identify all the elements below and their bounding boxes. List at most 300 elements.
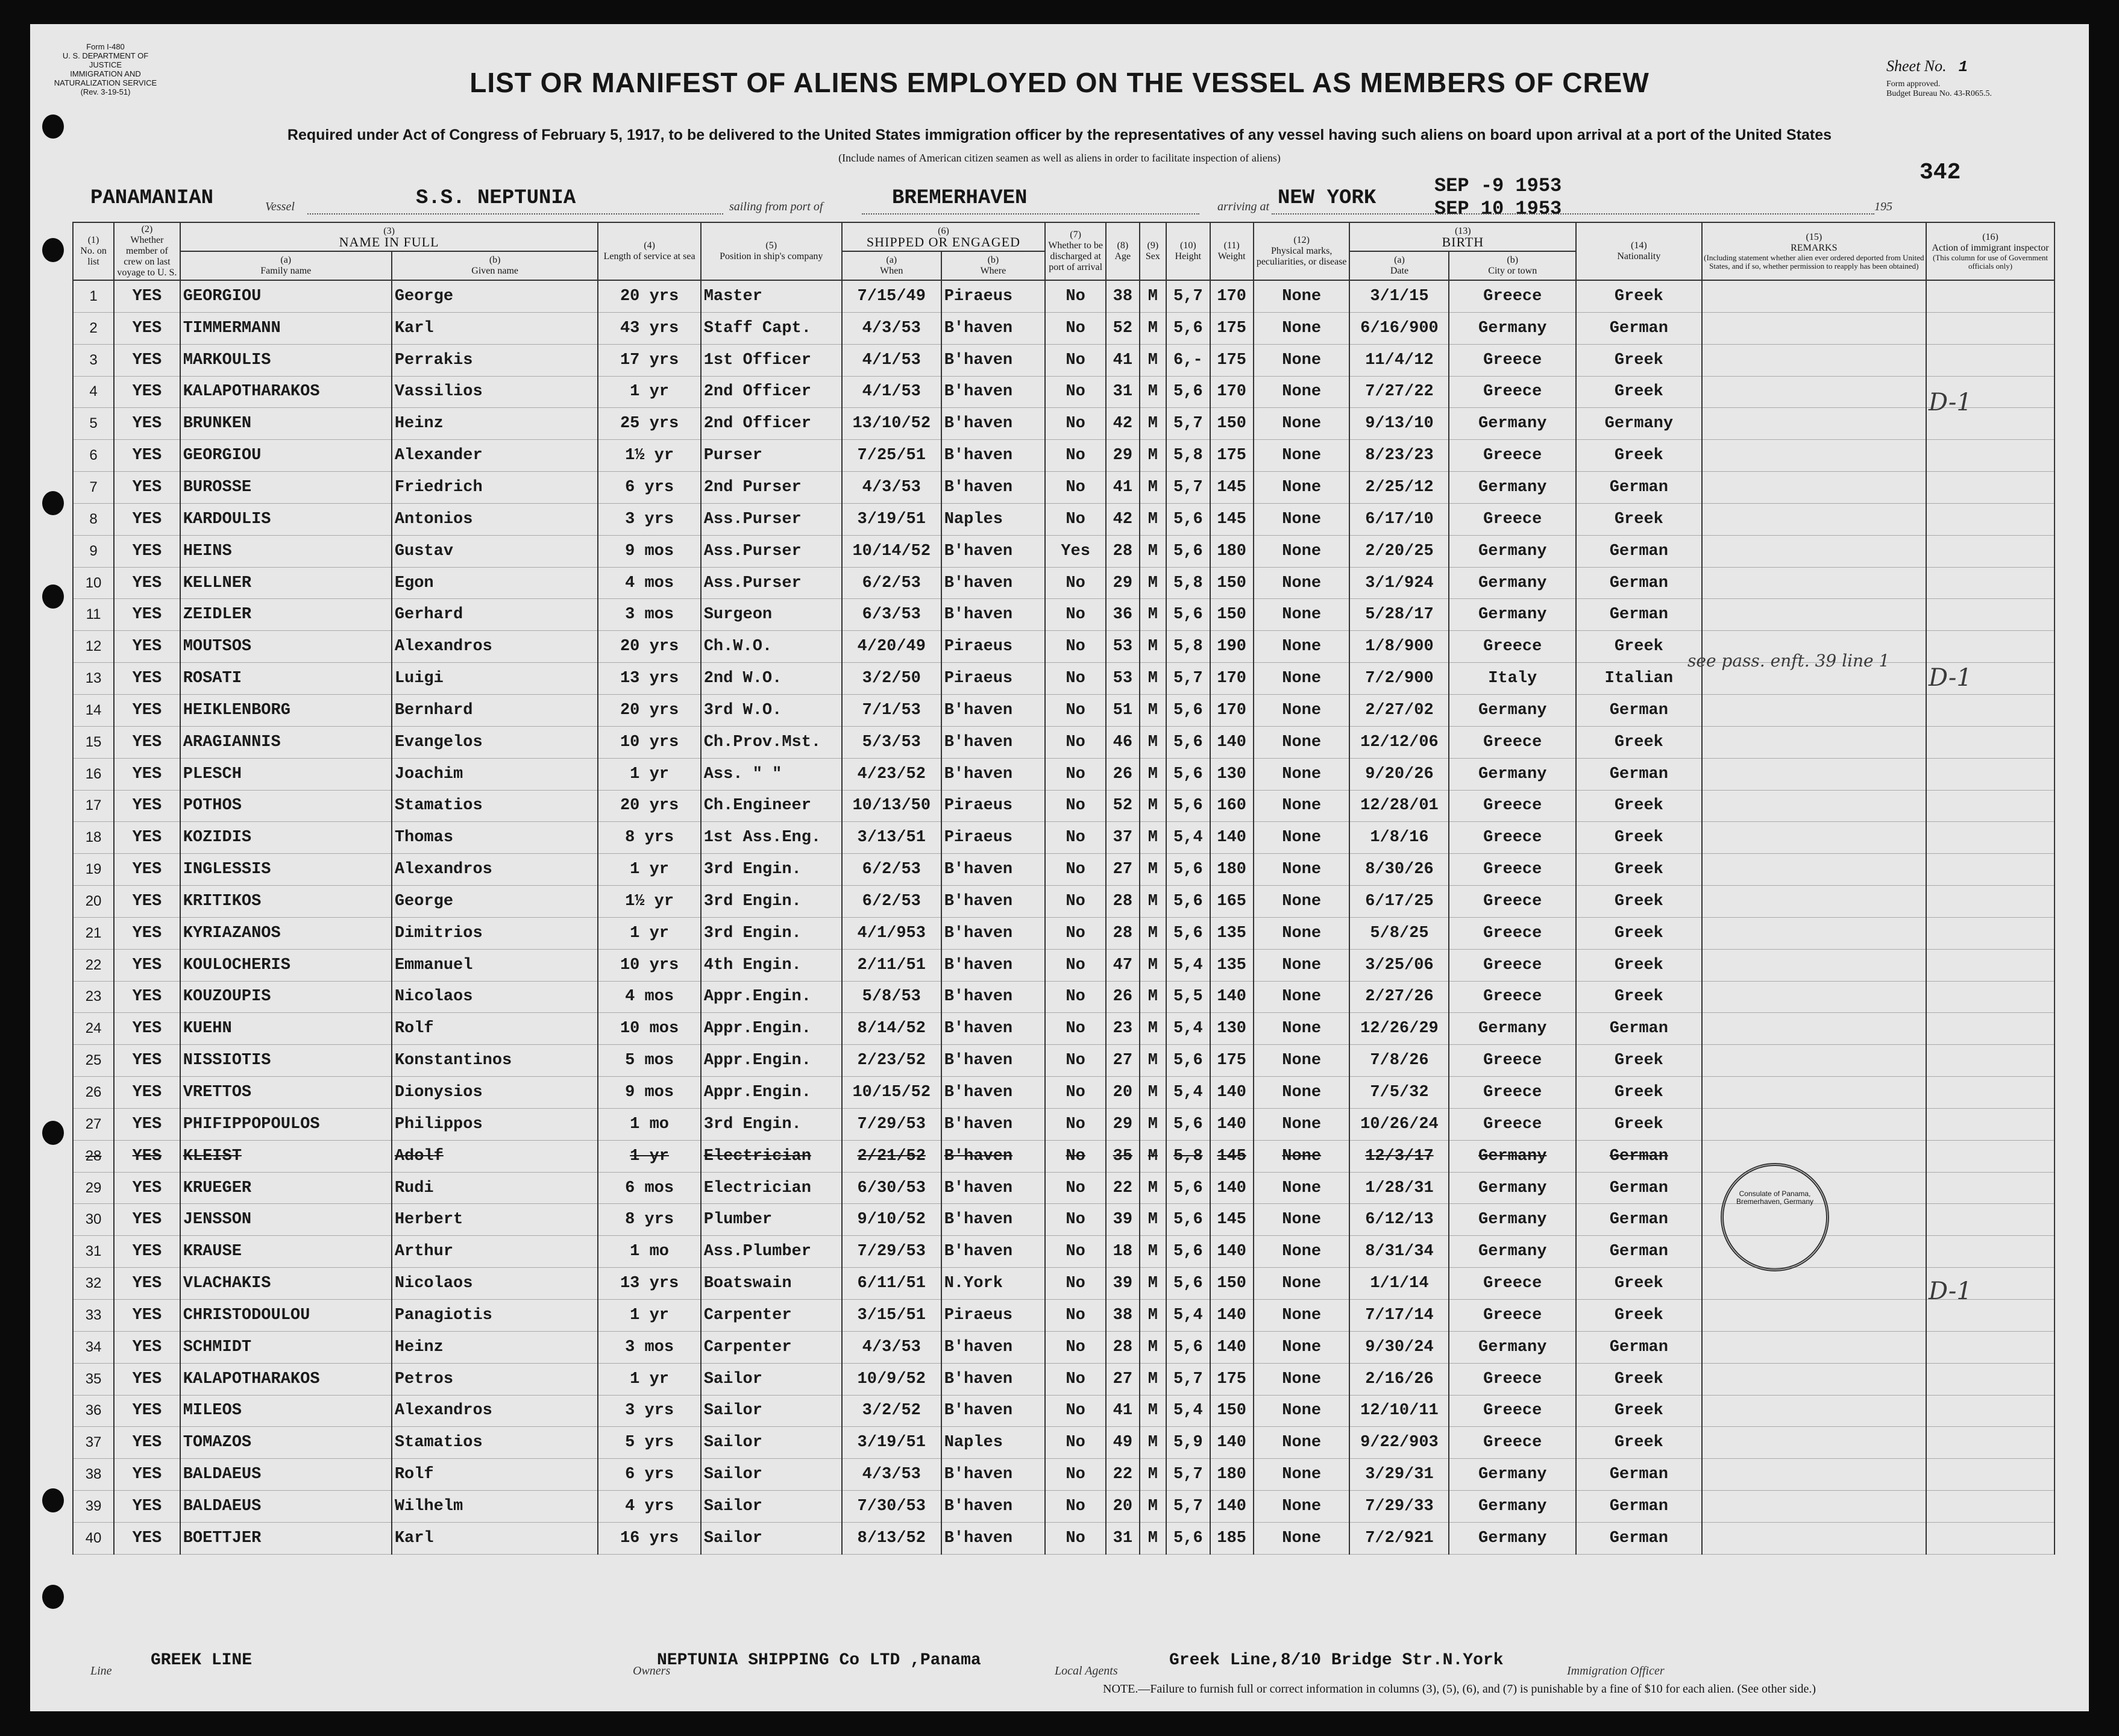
cell-birth-date: 2/16/26 <box>1349 1363 1449 1395</box>
cell-nationality: Greek <box>1576 886 1702 918</box>
cell-no: 37 <box>73 1427 114 1459</box>
cell-height: 5,7 <box>1166 280 1210 312</box>
cell-nationality: German <box>1576 1140 1702 1172</box>
cell-prev: YES <box>114 280 180 312</box>
cell-age: 38 <box>1106 1300 1139 1332</box>
cell-given: Heinz <box>392 408 598 440</box>
cell-given: Antonios <box>392 503 598 535</box>
cell-when: 5/3/53 <box>842 726 941 758</box>
crew-table <box>72 222 2055 1555</box>
cell-age: 29 <box>1106 440 1139 472</box>
cell-prev: YES <box>114 1395 180 1427</box>
cell-discharged: No <box>1045 631 1106 663</box>
cell-action <box>1926 440 2055 472</box>
cell-birth-date: 12/12/06 <box>1349 726 1449 758</box>
cell-age: 47 <box>1106 949 1139 981</box>
crew-row <box>73 1268 2055 1300</box>
col8-header: (8) Age <box>1106 222 1139 280</box>
cell-prev: YES <box>114 376 180 408</box>
cell-birth-city: Germany <box>1449 408 1576 440</box>
cell-nationality: German <box>1576 567 1702 599</box>
cell-no: 11 <box>73 599 114 631</box>
cell-weight: 170 <box>1210 663 1254 695</box>
crew-row <box>73 376 2055 408</box>
cell-position: 3rd Engin. <box>701 1108 842 1140</box>
department: U. S. DEPARTMENT OF JUSTICE <box>62 51 149 69</box>
cell-no: 34 <box>73 1331 114 1363</box>
cell-weight: 185 <box>1210 1522 1254 1554</box>
cell-weight: 140 <box>1210 1077 1254 1109</box>
col5-header: (5) Position in ship's company <box>701 222 842 280</box>
cell-where: B'haven <box>941 1045 1045 1077</box>
cell-nationality: German <box>1576 758 1702 790</box>
cell-no: 7 <box>73 472 114 504</box>
cell-sex: M <box>1140 1204 1167 1236</box>
cell-action <box>1926 1395 2055 1427</box>
cell-when: 7/25/51 <box>842 440 941 472</box>
cell-given: Heinz <box>392 1331 598 1363</box>
officer-label: Immigration Officer <box>1567 1664 1665 1678</box>
page-title: LIST OR MANIFEST OF ALIENS EMPLOYED ON THE VESSEL AS MEMBERS OF CREW <box>469 67 1650 98</box>
cell-no: 9 <box>73 535 114 567</box>
cell-given: Wilhelm <box>392 1491 598 1523</box>
crew-row <box>73 1077 2055 1109</box>
cell-sex: M <box>1140 1172 1167 1204</box>
cell-given: Rudi <box>392 1172 598 1204</box>
cell-when: 3/2/50 <box>842 663 941 695</box>
vessel-name: S.S. NEPTUNIA <box>416 187 576 210</box>
cell-birth-date: 9/13/10 <box>1349 408 1449 440</box>
cell-weight: 175 <box>1210 440 1254 472</box>
cell-service: 1 yr <box>598 1300 700 1332</box>
cell-height: 5,4 <box>1166 1395 1210 1427</box>
crew-row <box>73 981 2055 1013</box>
cell-given: Vassilios <box>392 376 598 408</box>
cell-age: 28 <box>1106 1331 1139 1363</box>
cell-birth-city: Greece <box>1449 1427 1576 1459</box>
cell-marks: None <box>1254 376 1350 408</box>
cell-service: 3 yrs <box>598 503 700 535</box>
cell-marks: None <box>1254 1363 1350 1395</box>
crew-row <box>73 1522 2055 1554</box>
cell-height: 5,6 <box>1166 1236 1210 1268</box>
cell-no: 33 <box>73 1300 114 1332</box>
cell-sex: M <box>1140 1108 1167 1140</box>
cell-discharged: No <box>1045 917 1106 949</box>
cell-given: Joachim <box>392 758 598 790</box>
crew-row <box>73 917 2055 949</box>
cell-when: 5/8/53 <box>842 981 941 1013</box>
col13a-header: (a) Date <box>1349 251 1449 280</box>
cell-birth-city: Germany <box>1449 1236 1576 1268</box>
cell-height: 5,6 <box>1166 1108 1210 1140</box>
cell-sex: M <box>1140 726 1167 758</box>
cell-birth-city: Greece <box>1449 1300 1576 1332</box>
cell-age: 26 <box>1106 758 1139 790</box>
cell-no: 3 <box>73 344 114 376</box>
cell-where: B'haven <box>941 535 1045 567</box>
cell-height: 5,6 <box>1166 535 1210 567</box>
cell-family: KALAPOTHARAKOS <box>180 376 392 408</box>
cell-sex: M <box>1140 408 1167 440</box>
cell-discharged: Yes <box>1045 535 1106 567</box>
cell-birth-city: Greece <box>1449 344 1576 376</box>
crew-row <box>73 503 2055 535</box>
cell-sex: M <box>1140 917 1167 949</box>
cell-remarks <box>1702 376 1926 408</box>
inspector-note-10: D-1 <box>1929 664 1972 692</box>
cell-nationality: Greek <box>1576 503 1702 535</box>
cell-weight: 175 <box>1210 344 1254 376</box>
cell-family: VRETTOS <box>180 1077 392 1109</box>
cell-when: 4/3/53 <box>842 472 941 504</box>
cell-action <box>1926 1108 2055 1140</box>
cell-remarks <box>1702 1363 1926 1395</box>
cell-height: 5,6 <box>1166 694 1210 726</box>
cell-prev: YES <box>114 1172 180 1204</box>
cell-weight: 140 <box>1210 1236 1254 1268</box>
cell-weight: 160 <box>1210 790 1254 822</box>
cell-birth-date: 1/28/31 <box>1349 1172 1449 1204</box>
cell-prev: YES <box>114 1045 180 1077</box>
cell-family: KRITIKOS <box>180 886 392 918</box>
cell-height: 5,8 <box>1166 440 1210 472</box>
cell-nationality: Italian <box>1576 663 1702 695</box>
cell-prev: YES <box>114 535 180 567</box>
cell-marks: None <box>1254 1236 1350 1268</box>
cell-where: B'haven <box>941 694 1045 726</box>
col4-header: (4) Length of service at sea <box>598 222 700 280</box>
cell-given: Karl <box>392 312 598 344</box>
cell-marks: None <box>1254 1140 1350 1172</box>
crew-row <box>73 694 2055 726</box>
cell-birth-city: Greece <box>1449 1268 1576 1300</box>
col3a-header: (a) Family name <box>180 251 392 280</box>
cell-service: 1 yr <box>598 1140 700 1172</box>
cell-height: 5,5 <box>1166 981 1210 1013</box>
cell-position: Appr.Engin. <box>701 1013 842 1045</box>
cell-discharged: No <box>1045 854 1106 886</box>
owners-label: Owners <box>633 1664 671 1678</box>
cell-sex: M <box>1140 503 1167 535</box>
cell-birth-date: 7/27/22 <box>1349 376 1449 408</box>
cell-height: 5,6 <box>1166 376 1210 408</box>
cell-age: 22 <box>1106 1459 1139 1491</box>
cell-nationality: Greek <box>1576 1395 1702 1427</box>
cell-nationality: Greek <box>1576 854 1702 886</box>
cell-birth-date: 8/31/34 <box>1349 1236 1449 1268</box>
cell-given: Dimitrios <box>392 917 598 949</box>
cell-nationality: German <box>1576 535 1702 567</box>
cell-action <box>1926 822 2055 854</box>
cell-marks: None <box>1254 631 1350 663</box>
cell-birth-city: Greece <box>1449 949 1576 981</box>
cell-birth-city: Germany <box>1449 1172 1576 1204</box>
cell-given: Alexandros <box>392 854 598 886</box>
cell-family: POTHOS <box>180 790 392 822</box>
vessel-flag: PANAMANIAN <box>90 187 214 210</box>
cell-action <box>1926 949 2055 981</box>
cell-nationality: Greek <box>1576 949 1702 981</box>
cell-age: 42 <box>1106 408 1139 440</box>
cell-marks: None <box>1254 344 1350 376</box>
consulate-seal <box>1721 1163 1829 1271</box>
cell-marks: None <box>1254 663 1350 695</box>
cell-service: 25 yrs <box>598 408 700 440</box>
cell-remarks <box>1702 408 1926 440</box>
cell-weight: 130 <box>1210 758 1254 790</box>
sailing-label: sailing from port of <box>729 200 823 213</box>
cell-where: B'haven <box>941 1395 1045 1427</box>
cell-remarks <box>1702 1300 1926 1332</box>
cell-action <box>1926 1331 2055 1363</box>
col6a-header: (a) When <box>842 251 941 280</box>
cell-nationality: Greek <box>1576 631 1702 663</box>
cell-nationality: German <box>1576 599 1702 631</box>
cell-no: 1 <box>73 280 114 312</box>
cell-age: 41 <box>1106 472 1139 504</box>
cell-given: Perrakis <box>392 344 598 376</box>
crew-row <box>73 1300 2055 1332</box>
cell-discharged: No <box>1045 1459 1106 1491</box>
cell-nationality: Greek <box>1576 1427 1702 1459</box>
cell-family: BALDAEUS <box>180 1491 392 1523</box>
cell-birth-city: Greece <box>1449 726 1576 758</box>
cell-given: George <box>392 280 598 312</box>
cell-weight: 150 <box>1210 567 1254 599</box>
cell-discharged: No <box>1045 1491 1106 1523</box>
cell-birth-city: Germany <box>1449 312 1576 344</box>
cell-weight: 175 <box>1210 1045 1254 1077</box>
cell-discharged: No <box>1045 472 1106 504</box>
cell-service: 1 yr <box>598 1363 700 1395</box>
cell-age: 46 <box>1106 726 1139 758</box>
cell-birth-city: Greece <box>1449 917 1576 949</box>
cell-given: Karl <box>392 1522 598 1554</box>
crew-row <box>73 726 2055 758</box>
cell-birth-city: Germany <box>1449 535 1576 567</box>
crew-row <box>73 1459 2055 1491</box>
cell-no: 16 <box>73 758 114 790</box>
cell-service: 20 yrs <box>598 790 700 822</box>
cell-position: 3rd Engin. <box>701 917 842 949</box>
cell-marks: None <box>1254 694 1350 726</box>
cell-weight: 150 <box>1210 408 1254 440</box>
cell-birth-city: Greece <box>1449 1108 1576 1140</box>
cell-marks: None <box>1254 758 1350 790</box>
cell-given: Thomas <box>392 822 598 854</box>
cell-birth-city: Germany <box>1449 567 1576 599</box>
cell-discharged: No <box>1045 440 1106 472</box>
cell-position: Ass. " " <box>701 758 842 790</box>
cell-family: MILEOS <box>180 1395 392 1427</box>
cell-where: Piraeus <box>941 280 1045 312</box>
cell-service: 1 yr <box>598 854 700 886</box>
cell-position: 3rd W.O. <box>701 694 842 726</box>
cell-birth-city: Greece <box>1449 280 1576 312</box>
cell-when: 3/19/51 <box>842 1427 941 1459</box>
date-stamp-1: SEP -9 1953 <box>1434 175 1562 197</box>
cell-service: 1 mo <box>598 1236 700 1268</box>
crew-row <box>73 822 2055 854</box>
cell-no: 2 <box>73 312 114 344</box>
cell-nationality: German <box>1576 472 1702 504</box>
cell-service: 6 yrs <box>598 1459 700 1491</box>
cell-given: Stamatios <box>392 1427 598 1459</box>
cell-weight: 140 <box>1210 1331 1254 1363</box>
cell-where: B'haven <box>941 854 1045 886</box>
cell-position: Ass.Purser <box>701 503 842 535</box>
cell-given: Stamatios <box>392 790 598 822</box>
cell-action <box>1926 1236 2055 1268</box>
cell-birth-date: 6/16/900 <box>1349 312 1449 344</box>
cell-when: 8/13/52 <box>842 1522 941 1554</box>
cell-where: Naples <box>941 1427 1045 1459</box>
cell-discharged: No <box>1045 503 1106 535</box>
cell-action <box>1926 726 2055 758</box>
cell-age: 18 <box>1106 1236 1139 1268</box>
cell-birth-city: Italy <box>1449 663 1576 695</box>
cell-action <box>1926 312 2055 344</box>
cell-where: B'haven <box>941 472 1045 504</box>
cell-prev: YES <box>114 1077 180 1109</box>
cell-where: B'haven <box>941 1363 1045 1395</box>
cell-birth-date: 9/30/24 <box>1349 1331 1449 1363</box>
cell-marks: None <box>1254 949 1350 981</box>
cell-marks: None <box>1254 1459 1350 1491</box>
cell-action <box>1926 694 2055 726</box>
cell-where: B'haven <box>941 567 1045 599</box>
cell-service: 3 mos <box>598 599 700 631</box>
cell-sex: M <box>1140 535 1167 567</box>
cell-weight: 170 <box>1210 280 1254 312</box>
cell-family: MARKOULIS <box>180 344 392 376</box>
cell-service: 10 mos <box>598 1013 700 1045</box>
cell-when: 7/30/53 <box>842 1491 941 1523</box>
cell-birth-city: Germany <box>1449 758 1576 790</box>
cell-when: 10/14/52 <box>842 535 941 567</box>
cell-family: VLACHAKIS <box>180 1268 392 1300</box>
cell-position: Ass.Plumber <box>701 1236 842 1268</box>
cell-remarks <box>1702 280 1926 312</box>
cell-prev: YES <box>114 694 180 726</box>
cell-no: 13 <box>73 663 114 695</box>
cell-marks: None <box>1254 503 1350 535</box>
col16-header: (16) Action of immigrant inspector (This column for use of Government officials only) <box>1926 222 2055 280</box>
cell-family: BUROSSE <box>180 472 392 504</box>
cell-given: Adolf <box>392 1140 598 1172</box>
cell-age: 51 <box>1106 694 1139 726</box>
cell-service: 9 mos <box>598 1077 700 1109</box>
cell-action <box>1926 1427 2055 1459</box>
cell-height: 5,8 <box>1166 1140 1210 1172</box>
cell-action <box>1926 472 2055 504</box>
cell-sex: M <box>1140 1363 1167 1395</box>
cell-no: 35 <box>73 1363 114 1395</box>
cell-age: 27 <box>1106 1363 1139 1395</box>
cell-height: 5,7 <box>1166 472 1210 504</box>
cell-weight: 175 <box>1210 1363 1254 1395</box>
vessel-label: Vessel <box>265 200 295 213</box>
cell-marks: None <box>1254 726 1350 758</box>
cell-birth-date: 3/1/924 <box>1349 567 1449 599</box>
cell-action <box>1926 1045 2055 1077</box>
cell-age: 38 <box>1106 280 1139 312</box>
cell-given: Philippos <box>392 1108 598 1140</box>
cell-service: 4 yrs <box>598 1491 700 1523</box>
cell-discharged: No <box>1045 822 1106 854</box>
cell-weight: 145 <box>1210 1140 1254 1172</box>
crew-row <box>73 535 2055 567</box>
crew-row <box>73 1013 2055 1045</box>
cell-no: 17 <box>73 790 114 822</box>
cell-remarks <box>1702 599 1926 631</box>
cell-remarks <box>1702 503 1926 535</box>
col12-header: (12) Physical marks, peculiarities, or disease <box>1254 222 1350 280</box>
cell-marks: None <box>1254 1300 1350 1332</box>
cell-remarks <box>1702 567 1926 599</box>
cell-nationality: Greek <box>1576 344 1702 376</box>
cell-birth-date: 10/26/24 <box>1349 1108 1449 1140</box>
cell-service: 4 mos <box>598 567 700 599</box>
cell-remarks <box>1702 1331 1926 1363</box>
cell-service: 13 yrs <box>598 1268 700 1300</box>
cell-service: 20 yrs <box>598 280 700 312</box>
cell-position: Sailor <box>701 1363 842 1395</box>
cell-where: B'haven <box>941 1108 1045 1140</box>
cell-age: 22 <box>1106 1172 1139 1204</box>
cell-sex: M <box>1140 1013 1167 1045</box>
cell-birth-city: Greece <box>1449 376 1576 408</box>
cell-where: B'haven <box>941 408 1045 440</box>
cell-weight: 170 <box>1210 376 1254 408</box>
cell-height: 5,6 <box>1166 1268 1210 1300</box>
cell-remarks <box>1702 917 1926 949</box>
cell-nationality: Greek <box>1576 917 1702 949</box>
cell-nationality: Greek <box>1576 1268 1702 1300</box>
line-label: Line <box>90 1664 112 1678</box>
cell-nationality: Greek <box>1576 280 1702 312</box>
cell-height: 5,9 <box>1166 1427 1210 1459</box>
cell-family: ZEIDLER <box>180 599 392 631</box>
cell-birth-city: Greece <box>1449 1363 1576 1395</box>
cell-prev: YES <box>114 1300 180 1332</box>
cell-service: 43 yrs <box>598 312 700 344</box>
cell-sex: M <box>1140 758 1167 790</box>
cell-age: 27 <box>1106 1045 1139 1077</box>
cell-marks: None <box>1254 1331 1350 1363</box>
cell-family: KARDOULIS <box>180 503 392 535</box>
cell-given: Alexandros <box>392 1395 598 1427</box>
cell-where: Piraeus <box>941 663 1045 695</box>
cell-where: B'haven <box>941 917 1045 949</box>
cell-sex: M <box>1140 663 1167 695</box>
cell-given: Herbert <box>392 1204 598 1236</box>
cell-given: George <box>392 886 598 918</box>
cell-marks: None <box>1254 790 1350 822</box>
cell-birth-date: 2/20/25 <box>1349 535 1449 567</box>
cell-family: CHRISTODOULOU <box>180 1300 392 1332</box>
cell-service: 3 yrs <box>598 1395 700 1427</box>
cell-no: 39 <box>73 1491 114 1523</box>
cell-no: 23 <box>73 981 114 1013</box>
cell-age: 28 <box>1106 917 1139 949</box>
inspector-note-29: D-1 <box>1929 1277 1972 1305</box>
cell-no: 24 <box>73 1013 114 1045</box>
cell-position: Staff Capt. <box>701 312 842 344</box>
cell-when: 4/20/49 <box>842 631 941 663</box>
cell-family: PHIFIPPOPOULOS <box>180 1108 392 1140</box>
